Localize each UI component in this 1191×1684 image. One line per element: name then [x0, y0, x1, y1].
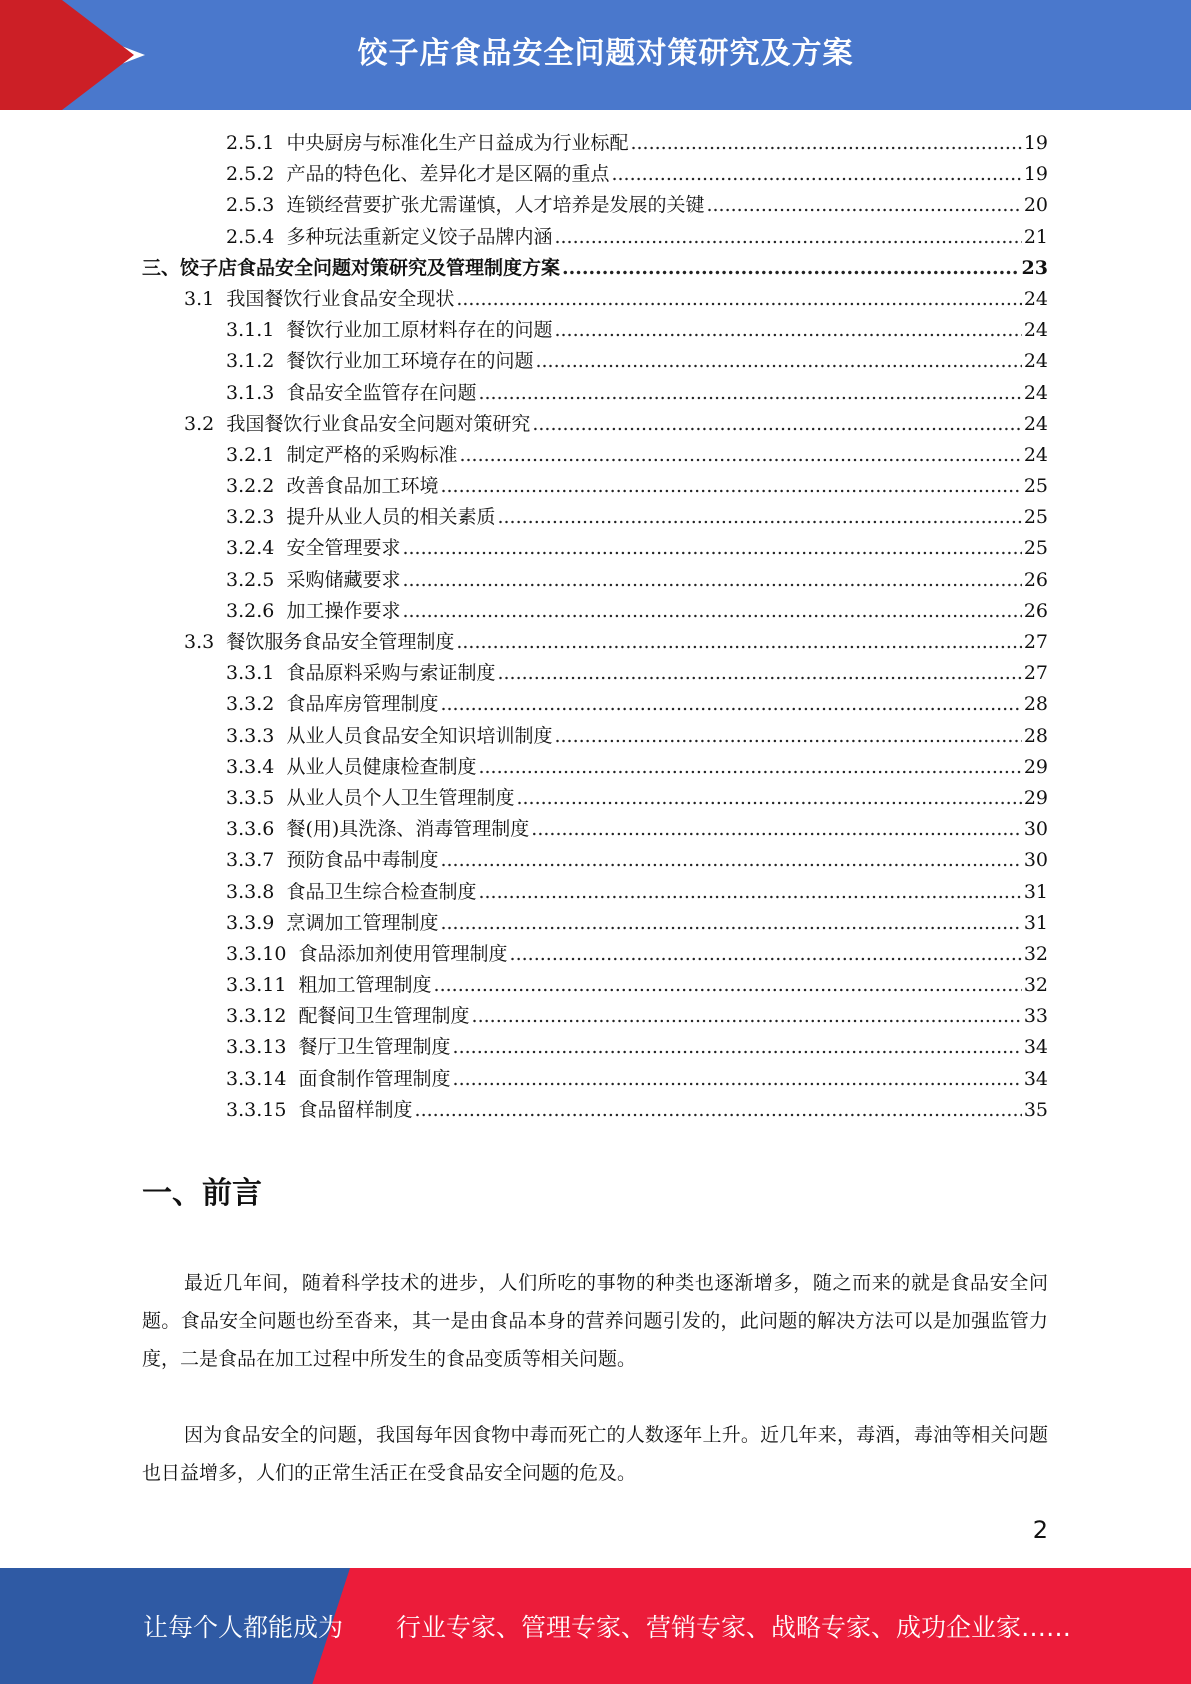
toc-entry[interactable]	[142, 502, 1048, 533]
toc-entry[interactable]	[142, 565, 1048, 596]
toc-entry-text: 产品的特色化、差异化才是区隔的重点	[286, 163, 610, 186]
toc-leader-dots	[440, 471, 1021, 502]
table-of-contents	[142, 128, 1048, 1126]
toc-entry-label	[226, 658, 495, 689]
toc-entry-number: 3.2.3	[226, 506, 275, 529]
section-heading: 一、前言	[142, 1176, 262, 1211]
toc-entry-number: 2.5.4	[226, 225, 275, 248]
toc-leader-dots	[554, 222, 1021, 253]
toc-leader-dots	[472, 1001, 1022, 1032]
toc-leader-dots	[440, 689, 1021, 720]
toc-entry[interactable]	[142, 378, 1048, 409]
toc-entry[interactable]	[142, 253, 1048, 284]
toc-entry-label	[226, 533, 400, 564]
toc-entry-page: 24	[1023, 381, 1048, 404]
toc-entry-label	[226, 721, 552, 752]
toc-entry-text: 提升从业人员的相关素质	[286, 506, 496, 529]
toc-entry-page: 32	[1023, 942, 1048, 965]
toc-leader-dots	[532, 409, 1021, 440]
toc-leader-dots	[402, 596, 1021, 627]
toc-entry-number: 3.3.4	[226, 755, 275, 778]
toc-entry[interactable]	[142, 128, 1048, 159]
toc-entry-number: 3.3.8	[226, 880, 275, 903]
toc-entry-page: 25	[1023, 537, 1048, 560]
toc-entry[interactable]	[142, 627, 1048, 658]
toc-entry-number: 3.1.1	[226, 319, 275, 342]
toc-entry-page: 35	[1023, 1098, 1048, 1121]
toc-entry[interactable]	[142, 533, 1048, 564]
toc-entry-number: 3.2.2	[226, 475, 275, 498]
toc-entry-label	[226, 1095, 413, 1126]
toc-entry-label	[226, 752, 476, 783]
toc-entry-label	[226, 190, 704, 221]
toc-entry-text: 加工操作要求	[286, 599, 401, 622]
toc-entry-page: 24	[1023, 350, 1048, 373]
toc-entry[interactable]	[142, 222, 1048, 253]
toc-leader-dots	[440, 845, 1021, 876]
toc-entry-text: 饺子店食品安全问题对策研究及管理制度方案	[180, 256, 561, 279]
toc-entry[interactable]	[142, 689, 1048, 720]
toc-entry[interactable]	[142, 658, 1048, 689]
toc-entry-page: 19	[1023, 163, 1048, 186]
toc-entry[interactable]	[142, 471, 1048, 502]
toc-entry-number: 2.5.1	[226, 132, 275, 154]
toc-entry-page: 30	[1023, 849, 1048, 872]
toc-leader-dots	[554, 721, 1021, 752]
toc-entry-label	[226, 877, 476, 908]
toc-entry-label	[226, 845, 438, 876]
toc-leader-dots	[402, 533, 1021, 564]
toc-entry-page: 34	[1023, 1036, 1048, 1059]
toc-entry[interactable]	[142, 721, 1048, 752]
toc-entry-label	[226, 565, 400, 596]
toc-entry-number: 3.3.12	[226, 1005, 287, 1028]
toc-leader-dots	[630, 128, 1021, 159]
toc-entry-label	[226, 1001, 470, 1032]
toc-leader-dots	[516, 783, 1021, 814]
toc-entry-number: 3.3.13	[226, 1036, 287, 1059]
toc-entry-text: 我国餐饮行业食品安全问题对策研究	[226, 412, 531, 435]
toc-entry-page: 25	[1023, 475, 1048, 498]
toc-leader-dots	[706, 190, 1021, 221]
toc-entry-page: 33	[1023, 1005, 1048, 1028]
toc-entry-text: 餐饮行业加工原材料存在的问题	[286, 319, 553, 342]
toc-leader-dots	[456, 627, 1021, 658]
toc-entry-label	[226, 471, 438, 502]
toc-entry-text: 面食制作管理制度	[298, 1067, 451, 1090]
toc-leader-dots	[440, 908, 1021, 939]
toc-entry-number: 3.3.10	[226, 942, 287, 965]
toc-entry-label	[226, 1032, 451, 1063]
toc-entry-page: 29	[1023, 786, 1048, 809]
paragraph: 最近几年间，随着科学技术的进步，人们所吃的事物的种类也逐渐增多，随之而来的就是食品安全问题。食品安全问题也纷至沓来，其一是由食品本身的营养问题引发的，此问题的解决方法可以是加强监管力度，二是食品在加工过程中所发生的食品变质等相关问题。	[142, 1272, 1048, 1370]
toc-entry-text: 从业人员食品安全知识培训制度	[286, 724, 553, 747]
toc-entry-text: 食品库房管理制度	[286, 693, 439, 716]
toc-entry-text: 餐饮行业加工环境存在的问题	[286, 350, 534, 373]
toc-leader-dots	[453, 1032, 1022, 1063]
toc-entry-label	[184, 284, 454, 315]
toc-entry-text: 食品添加剂使用管理制度	[298, 942, 508, 965]
toc-entry-label	[226, 315, 552, 346]
toc-leader-dots	[434, 970, 1022, 1001]
toc-entry-page: 25	[1023, 506, 1048, 529]
toc-entry-label	[226, 970, 432, 1001]
toc-entry-page: 26	[1023, 599, 1048, 622]
toc-entry[interactable]	[142, 409, 1048, 440]
toc-entry[interactable]	[142, 877, 1048, 908]
toc-entry-label	[226, 939, 508, 970]
toc-leader-dots	[478, 378, 1021, 409]
toc-entry-label	[184, 409, 530, 440]
toc-entry-text: 制定严格的采购标准	[286, 443, 458, 466]
toc-leader-dots	[459, 440, 1021, 471]
toc-entry-page: 31	[1023, 911, 1048, 934]
toc-entry-label	[226, 783, 514, 814]
toc-entry-page: 21	[1023, 225, 1048, 248]
document-title: 饺子店食品安全问题对策研究及方案	[357, 36, 854, 71]
toc-leader-dots	[456, 284, 1021, 315]
toc-entry[interactable]	[142, 1064, 1048, 1095]
page-number: 2	[1032, 1516, 1048, 1544]
toc-entry-number: 3.2.5	[226, 568, 275, 591]
toc-entry-text: 预防食品中毒制度	[286, 849, 439, 872]
toc-entry-text: 从业人员个人卫生管理制度	[286, 786, 515, 809]
toc-entry[interactable]	[142, 1001, 1048, 1032]
toc-entry[interactable]	[142, 440, 1048, 471]
toc-entry-page: 19	[1023, 132, 1048, 154]
header-red-arrow	[62, 0, 134, 110]
toc-entry-page: 24	[1023, 412, 1048, 435]
toc-entry-number: 3.3.5	[226, 786, 275, 809]
toc-entry-label	[226, 159, 609, 190]
toc-entry-text: 餐(用)具洗涤、消毒管理制度	[286, 818, 530, 841]
toc-entry-page: 24	[1023, 443, 1048, 466]
toc-entry-page: 24	[1023, 287, 1048, 310]
toc-entry-number: 3.2	[184, 412, 215, 435]
toc-entry-label	[226, 908, 438, 939]
toc-entry-number: 3.3.7	[226, 849, 275, 872]
toc-entry-text: 食品留样制度	[298, 1098, 413, 1121]
toc-entry[interactable]	[142, 783, 1048, 814]
toc-entry-page: 28	[1023, 724, 1048, 747]
toc-entry-page: 24	[1023, 319, 1048, 342]
toc-entry-number: 3.3.14	[226, 1067, 287, 1090]
toc-entry[interactable]	[142, 346, 1048, 377]
toc-leader-dots	[554, 315, 1021, 346]
toc-entry-number: 3.1.2	[226, 350, 275, 373]
toc-leader-dots	[497, 658, 1021, 689]
toc-entry-number: 3.2.4	[226, 537, 275, 560]
toc-entry-label	[226, 378, 476, 409]
toc-entry-number: 三、	[142, 256, 181, 279]
toc-entry-number: 3.3.15	[226, 1098, 287, 1121]
toc-entry-number: 3.3.11	[226, 974, 287, 997]
toc-entry[interactable]	[142, 284, 1048, 315]
toc-entry-label	[226, 440, 457, 471]
toc-entry-label	[142, 253, 560, 284]
toc-entry-number: 2.5.3	[226, 194, 275, 217]
toc-leader-dots	[453, 1064, 1022, 1095]
toc-leader-dots	[531, 814, 1022, 845]
toc-entry-number: 3.3.1	[226, 662, 275, 685]
toc-entry-page: 30	[1023, 818, 1048, 841]
toc-entry-page: 27	[1023, 662, 1048, 685]
toc-entry-page: 26	[1023, 568, 1048, 591]
toc-entry-number: 3.3.6	[226, 818, 275, 841]
toc-entry-label	[226, 689, 438, 720]
toc-leader-dots	[611, 159, 1021, 190]
page-footer	[0, 1568, 1191, 1684]
toc-entry[interactable]	[142, 159, 1048, 190]
toc-entry-text: 连锁经营要扩张尤需谨慎，人才培养是发展的关键	[286, 194, 705, 217]
toc-leader-dots	[478, 877, 1021, 908]
toc-entry-number: 3.2.6	[226, 599, 275, 622]
toc-entry[interactable]	[142, 970, 1048, 1001]
toc-entry[interactable]	[142, 845, 1048, 876]
toc-entry-number: 3.1.3	[226, 381, 275, 404]
toc-entry-text: 采购储藏要求	[286, 568, 401, 591]
toc-entry[interactable]	[142, 1095, 1048, 1126]
toc-entry-text: 烹调加工管理制度	[286, 911, 439, 934]
toc-entry-number: 3.3	[184, 631, 215, 653]
toc-entry-text: 食品安全监管存在问题	[286, 381, 477, 404]
toc-entry-page: 29	[1023, 755, 1048, 778]
toc-entry-label	[226, 814, 529, 845]
header-red-block	[0, 0, 62, 110]
toc-entry-text: 食品卫生综合检查制度	[286, 880, 477, 903]
toc-entry-text: 我国餐饮行业食品安全现状	[226, 287, 455, 310]
toc-entry-text: 从业人员健康检查制度	[286, 755, 477, 778]
toc-entry-page: 28	[1023, 693, 1048, 716]
toc-entry[interactable]	[142, 752, 1048, 783]
toc-entry-page: 31	[1023, 880, 1048, 903]
footer-slogan-left: 让每个人都能成为	[143, 1613, 344, 1642]
toc-entry-number: 3.3.2	[226, 693, 275, 716]
toc-leader-dots	[510, 939, 1022, 970]
toc-entry-number: 3.2.1	[226, 443, 275, 466]
toc-entry-text: 改善食品加工环境	[286, 475, 439, 498]
toc-entry-text: 粗加工管理制度	[298, 974, 432, 997]
page-header	[0, 0, 1191, 110]
toc-entry-number: 3.3.9	[226, 911, 275, 934]
toc-entry[interactable]	[142, 939, 1048, 970]
toc-entry-label	[226, 128, 628, 159]
toc-entry[interactable]	[142, 814, 1048, 845]
toc-entry-text: 配餐间卫生管理制度	[298, 1005, 470, 1028]
paragraph: 因为食品安全的问题，我国每年因食物中毒而死亡的人数逐年上升。近几年来，毒酒，毒油等相关问题也日益增多，人们的正常生活正在受食品安全问题的危及。	[142, 1424, 1048, 1484]
toc-entry-text: 安全管理要求	[286, 537, 401, 560]
footer-slogan-right: 行业专家、管理专家、营销专家、战略专家、成功企业家……	[396, 1613, 1072, 1642]
toc-entry-text: 餐饮服务食品安全管理制度	[226, 631, 455, 653]
toc-entry[interactable]	[142, 190, 1048, 221]
toc-entry-page: 20	[1023, 194, 1048, 217]
toc-entry[interactable]	[142, 1032, 1048, 1063]
toc-entry-label	[226, 596, 400, 627]
toc-entry-number: 3.1	[184, 287, 215, 310]
toc-entry[interactable]	[142, 315, 1048, 346]
toc-entry[interactable]	[142, 908, 1048, 939]
toc-leader-dots	[415, 1095, 1022, 1126]
toc-entry[interactable]	[142, 596, 1048, 627]
toc-entry-page: 32	[1023, 974, 1048, 997]
toc-entry-page: 27	[1023, 631, 1048, 653]
toc-entry-text: 食品原料采购与索证制度	[286, 662, 496, 685]
toc-entry-label	[226, 502, 495, 533]
toc-entry-label	[226, 222, 552, 253]
toc-leader-dots	[402, 565, 1021, 596]
toc-entry-text: 多种玩法重新定义饺子品牌内涵	[286, 225, 553, 248]
toc-entry-label	[184, 627, 454, 658]
toc-entry-page: 34	[1023, 1067, 1048, 1090]
toc-leader-dots	[497, 502, 1021, 533]
toc-leader-dots	[562, 253, 1020, 284]
toc-entry-label	[226, 1064, 451, 1095]
toc-entry-number: 3.3.3	[226, 724, 275, 747]
toc-entry-text: 中央厨房与标准化生产日益成为行业标配	[286, 132, 629, 154]
toc-entry-text: 餐厅卫生管理制度	[298, 1036, 451, 1059]
toc-entry-label	[226, 346, 533, 377]
toc-leader-dots	[478, 752, 1021, 783]
toc-entry-page: 23	[1021, 256, 1048, 279]
toc-leader-dots	[535, 346, 1021, 377]
toc-entry-number: 2.5.2	[226, 163, 275, 186]
